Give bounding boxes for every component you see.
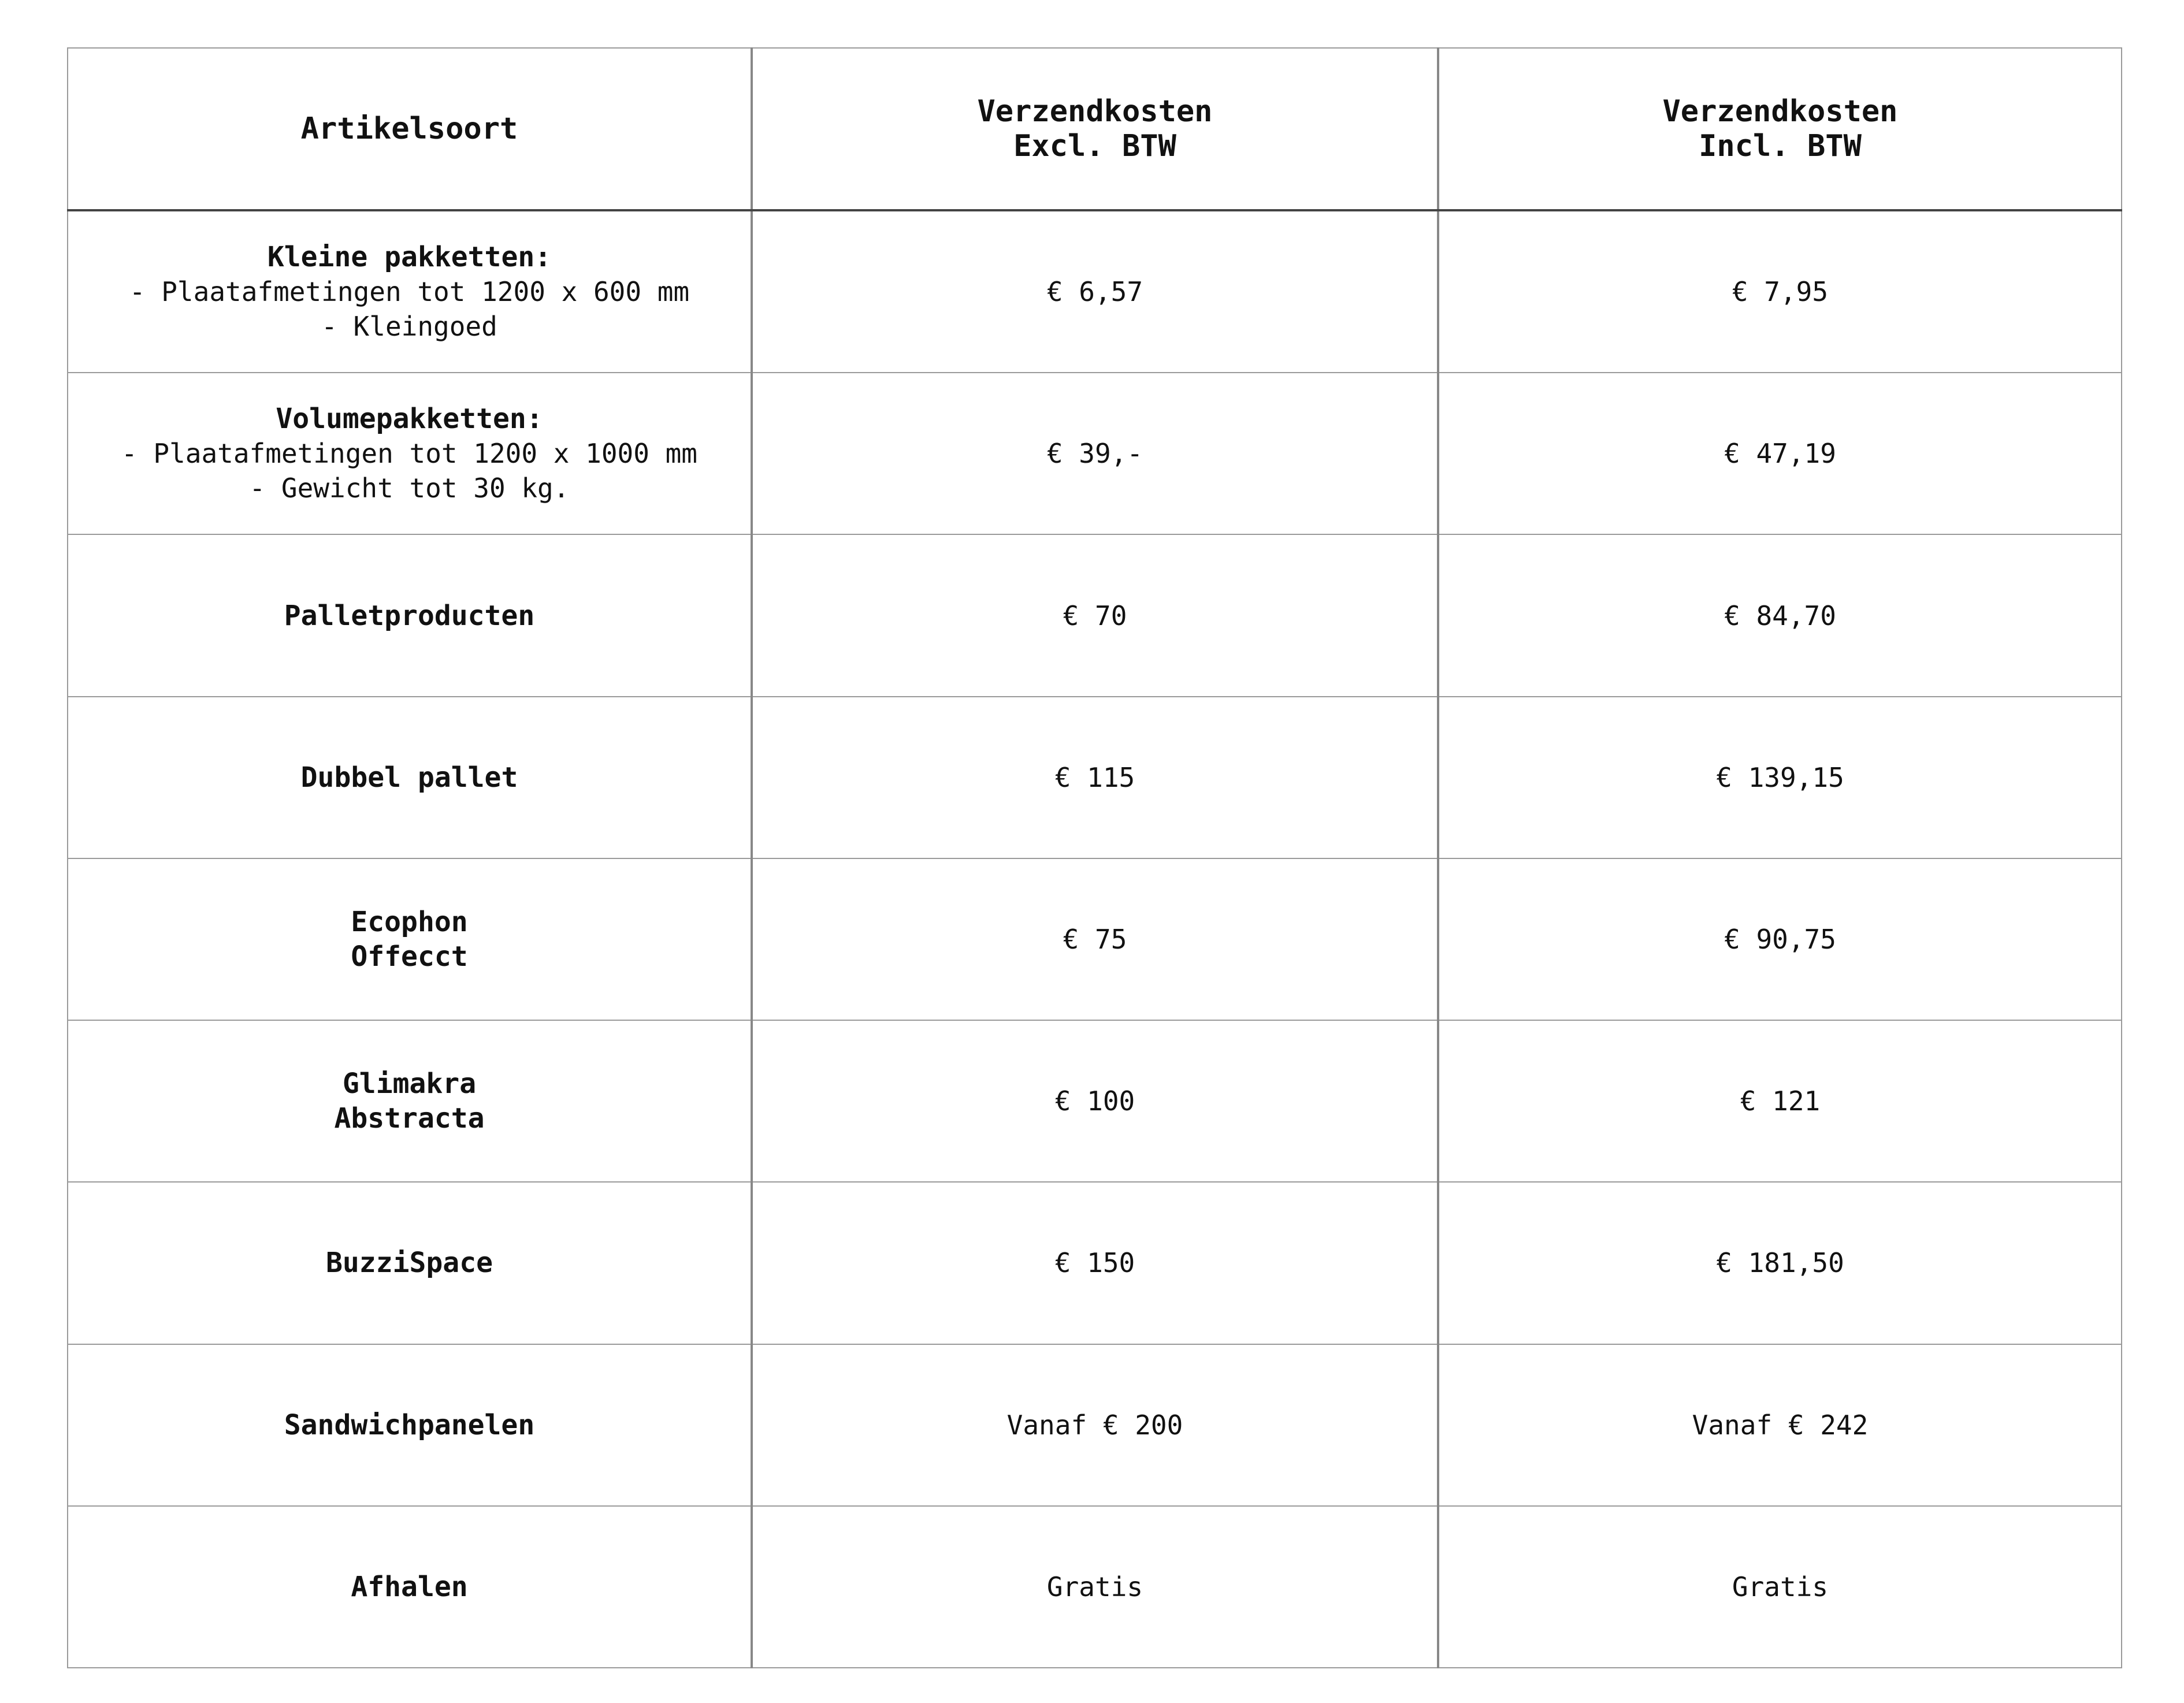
category-title: Palletproducten [284, 599, 535, 632]
column-header-category [68, 48, 752, 210]
category-detail: - Kleingoed [321, 311, 497, 343]
category-cell [68, 534, 752, 696]
price-excl-vat: € 100 [752, 1020, 1438, 1182]
header-excl-line2: Excl. BTW [1013, 129, 1176, 163]
category-title: BuzziSpace [326, 1247, 493, 1280]
table-row [68, 373, 2122, 534]
price-excl-vat: € 70 [752, 534, 1438, 696]
table-row [68, 1020, 2122, 1182]
category-title-2: Offecct [351, 940, 468, 973]
category-cell [68, 210, 752, 373]
header-incl-line2: Incl. BTW [1699, 129, 1862, 163]
header-category-label: Artikelsoort [300, 111, 518, 146]
header-excl-line1: Verzendkosten [977, 94, 1213, 129]
shipping-cost-table-wrapper [67, 47, 2121, 1668]
shipping-cost-table [67, 47, 2122, 1668]
table-row [68, 697, 2122, 858]
category-detail: - Plaatafmetingen tot 1200 x 600 mm [129, 276, 690, 308]
price-incl-vat: Vanaf € 242 [1438, 1344, 2122, 1506]
category-title: Volumepakketten: [276, 403, 543, 436]
table-row [68, 1344, 2122, 1506]
category-cell [68, 1020, 752, 1182]
price-excl-vat: Vanaf € 200 [752, 1344, 1438, 1506]
price-excl-vat: € 115 [752, 697, 1438, 858]
header-incl-line1: Verzendkosten [1662, 94, 1898, 129]
price-excl-vat: € 6,57 [752, 210, 1438, 373]
price-excl-vat: € 150 [752, 1182, 1438, 1344]
category-detail: - Plaatafmetingen tot 1200 x 1000 mm [121, 438, 697, 470]
price-incl-vat: Gratis [1438, 1506, 2122, 1668]
table-row [68, 1506, 2122, 1668]
price-excl-vat: Gratis [752, 1506, 1438, 1668]
price-incl-vat: € 181,50 [1438, 1182, 2122, 1344]
category-title: Sandwichpanelen [284, 1408, 535, 1441]
price-excl-vat: € 39,- [752, 373, 1438, 534]
price-excl-vat: € 75 [752, 858, 1438, 1020]
table-row [68, 858, 2122, 1020]
price-incl-vat: € 84,70 [1438, 534, 2122, 696]
table-row [68, 210, 2122, 373]
category-cell [68, 697, 752, 858]
price-incl-vat: € 7,95 [1438, 210, 2122, 373]
category-cell [68, 1182, 752, 1344]
category-title: Kleine pakketten: [267, 241, 552, 274]
category-title-2: Abstracta [334, 1102, 485, 1135]
category-title: Dubbel pallet [300, 761, 518, 794]
column-header-incl-vat [1438, 48, 2122, 210]
category-title: Glimakra [342, 1068, 477, 1100]
category-cell [68, 373, 752, 534]
category-cell [68, 858, 752, 1020]
price-incl-vat: € 47,19 [1438, 373, 2122, 534]
category-cell [68, 1344, 752, 1506]
price-incl-vat: € 90,75 [1438, 858, 2122, 1020]
column-header-excl-vat [752, 48, 1438, 210]
table-row [68, 1182, 2122, 1344]
price-incl-vat: € 139,15 [1438, 697, 2122, 858]
price-incl-vat: € 121 [1438, 1020, 2122, 1182]
table-header-row [68, 48, 2122, 210]
category-title: Afhalen [351, 1570, 468, 1603]
category-title: Ecophon [351, 905, 468, 938]
category-detail: - Gewicht tot 30 kg. [249, 473, 570, 504]
table-row [68, 534, 2122, 696]
category-cell [68, 1506, 752, 1668]
